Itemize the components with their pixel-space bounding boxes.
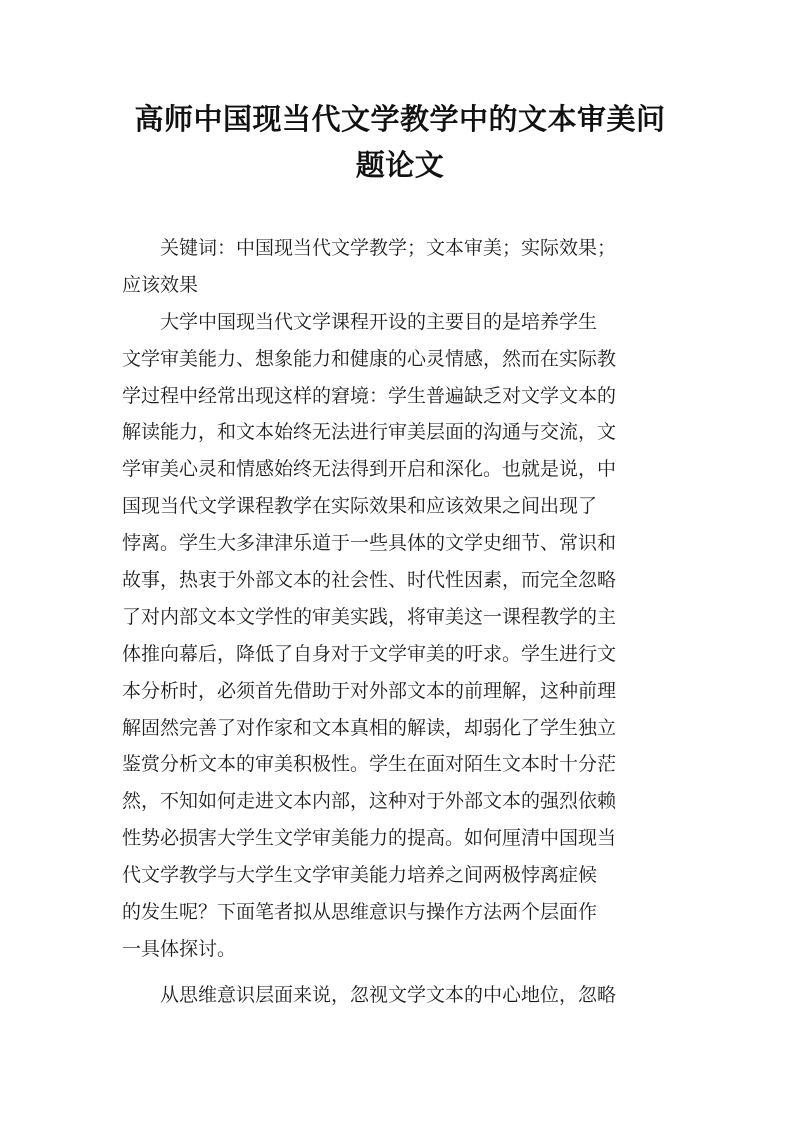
text-line: 文学审美能力、想象能力和健康的心灵情感，然而在实际教 xyxy=(122,347,617,370)
keywords-paragraph xyxy=(122,230,682,304)
body-paragraph-2 xyxy=(122,977,682,1014)
keywords-line: 关键词：中国现当代文学教学；文本审美；实际效果； xyxy=(160,237,617,259)
text-line: 国现当代文学课程教学在实际效果和应该效果之间出现了 xyxy=(122,495,598,518)
document-body xyxy=(122,230,682,1014)
title-line: 题论文 xyxy=(355,148,445,182)
text-line: 了对内部文本文学性的审美实践，将审美这一课程教学的主 xyxy=(122,605,617,628)
text-line: 鉴赏分析文本的审美积极性。学生在面对陌生文本时十分茫 xyxy=(122,753,617,776)
text-line: 一具体探讨。 xyxy=(122,937,237,960)
text-line: 的发生呢？下面笔者拟从思维意识与操作方法两个层面作 xyxy=(122,901,598,924)
text-line: 大学中国现当代文学课程开设的主要目的是培养学生 xyxy=(160,310,598,333)
text-line: 学过程中经常出现这样的窘境：学生普遍缺乏对文学文本的 xyxy=(122,384,617,407)
text-line: 体推向幕后，降低了自身对于文学审美的吁求。学生进行文 xyxy=(122,642,617,665)
keywords-line: 应该效果 xyxy=(122,273,199,296)
text-line: 故事，热衷于外部文本的社会性、时代性因素，而完全忽略 xyxy=(122,569,617,592)
text-line: 代文学教学与大学生文学审美能力培养之间两极悖离症候 xyxy=(122,864,598,887)
body-paragraph-1 xyxy=(122,304,682,968)
text-line: 然，不知如何走进文本内部，这种对于外部文本的强烈依赖 xyxy=(122,790,617,813)
document-title xyxy=(100,96,700,188)
title-line: 高师中国现当代文学教学中的文本审美问 xyxy=(134,102,666,136)
text-line: 悖离。学生大多津津乐道于一些具体的文学史细节、常识和 xyxy=(122,532,617,555)
text-line: 从思维意识层面来说，忽视文学文本的中心地位，忽略 xyxy=(160,983,617,1006)
text-line: 本分析时，必须首先借助于对外部文本的前理解，这种前理 xyxy=(122,679,617,702)
text-line: 性势必损害大学生文学审美能力的提高。如何厘清中国现当 xyxy=(122,827,617,850)
text-line: 学审美心灵和情感始终无法得到开启和深化。也就是说，中 xyxy=(122,458,617,481)
text-line: 解读能力，和文本始终无法进行审美层面的沟通与交流，文 xyxy=(122,421,617,444)
text-line: 解固然完善了对作家和文本真相的解读，却弱化了学生独立 xyxy=(122,716,617,739)
